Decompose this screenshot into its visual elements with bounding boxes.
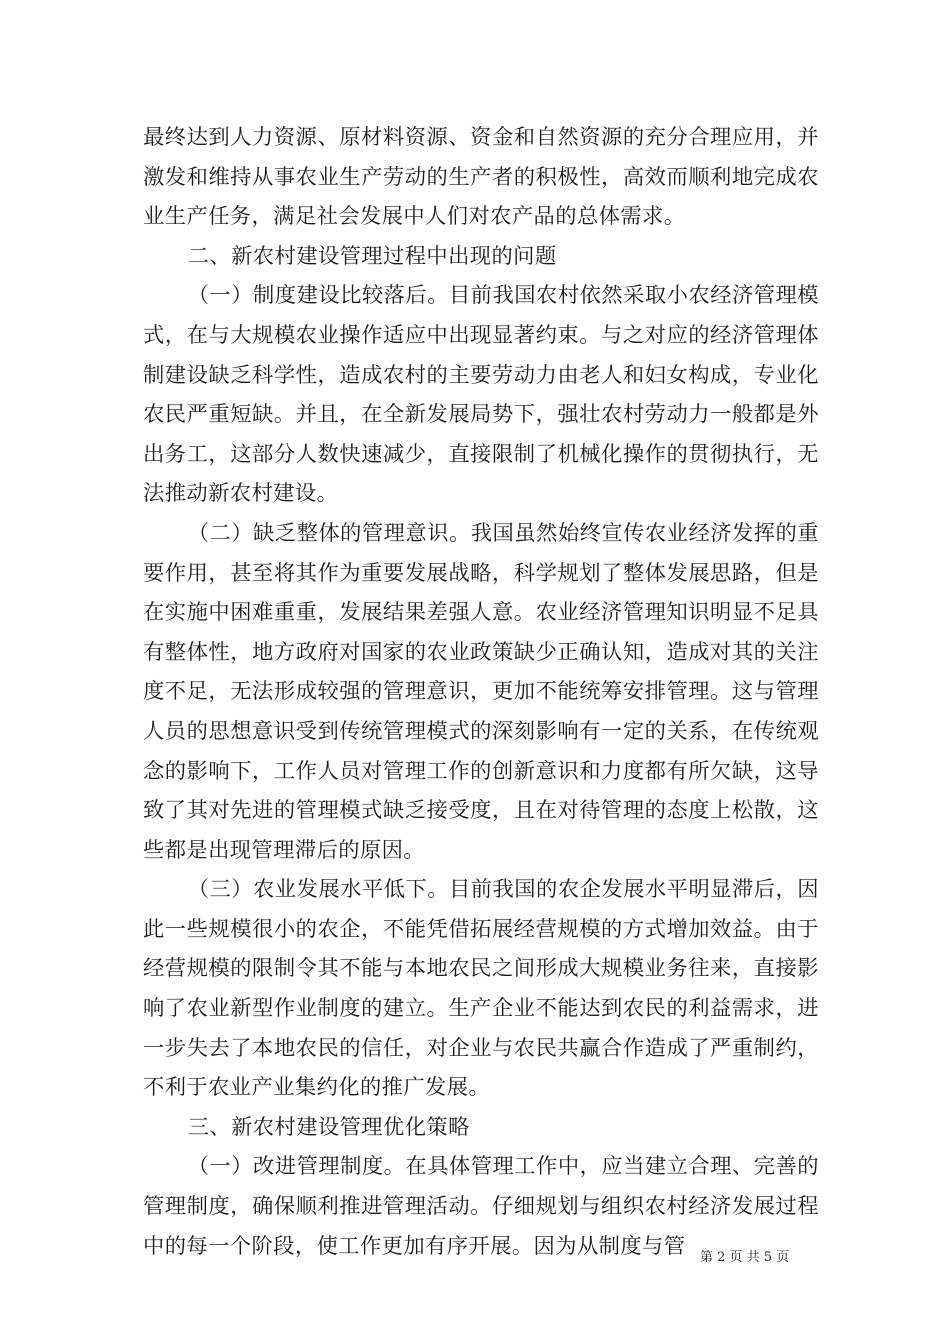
paragraph-continuation: 最终达到人力资源、原材料资源、资金和自然资源的充分合理应用，并激发和维持从事农业生产劳动的生产者的积极性，高效而顺利地完成农业生产任务，满足社会发展中人们对农产品的总体需求。 (143, 125, 819, 230)
section-heading-problems: 二、新农村建设管理过程中出现的问题 (187, 243, 557, 269)
paragraph-strategy-1: （一）改进管理制度。在具体管理工作中，应当建立合理、完善的管理制度，确保顺利推进管理活动。仔细规划与组织农村经济发展过程中的每一个阶段，使工作更加有序开展。因为从制度与管 (143, 1154, 819, 1259)
paragraph-problem-2: （二）缺乏整体的管理意识。我国虽然始终宣传农业经济发挥的重要作用，甚至将其作为重要发展战略，科学规划了整体发展思路，但是在实施中困难重重，发展结果差强人意。农业经济管理知识明显不足具有整体性，地方政府对国家的农业政策缺少正确认知，造成对其的关注度不足，无法形成较强的管理意识，更加不能统筹安排管理。这与管理人员的思想意识受到传统管理模式的深刻影响有一定的关系，在传统观念的影响下，工作人员对管理工作的创新意识和力度都有所欠缺，这导致了其对先进的管理模式缺乏接受度，且在对待管理的态度上松散，这些都是出现管理滞后的原因。 (143, 520, 819, 863)
document-body (143, 118, 819, 1266)
page-number-footer: 第 2 页 共 5 页 (700, 1250, 790, 1265)
section-heading-strategies: 三、新农村建设管理优化策略 (187, 1114, 470, 1140)
paragraph-problem-1: （一）制度建设比较落后。目前我国农村依然采取小农经济管理模式，在与大规模农业操作适应中出现显著约束。与之对应的经济管理体制建设缺乏科学性，造成农村的主要劳动力由老人和妇女构成，专业化农民严重短缺。并且，在全新发展局势下，强壮农村劳动力一般都是外出务工，这部分人数快速减少，直接限制了机械化操作的贯彻执行，无法推动新农村建设。 (143, 283, 819, 507)
paragraph-problem-3: （三）农业发展水平低下。目前我国的农企发展水平明显滞后，因此一些规模很小的农企，不能凭借拓展经营规模的方式增加效益。由于经营规模的限制令其不能与本地农民之间形成大规模业务往来，直接影响了农业新型作业制度的建立。生产企业不能达到农民的利益需求，进一步失去了本地农民的信任，对企业与农民共赢合作造成了严重制约，不利于农业产业集约化的推广发展。 (143, 877, 819, 1101)
